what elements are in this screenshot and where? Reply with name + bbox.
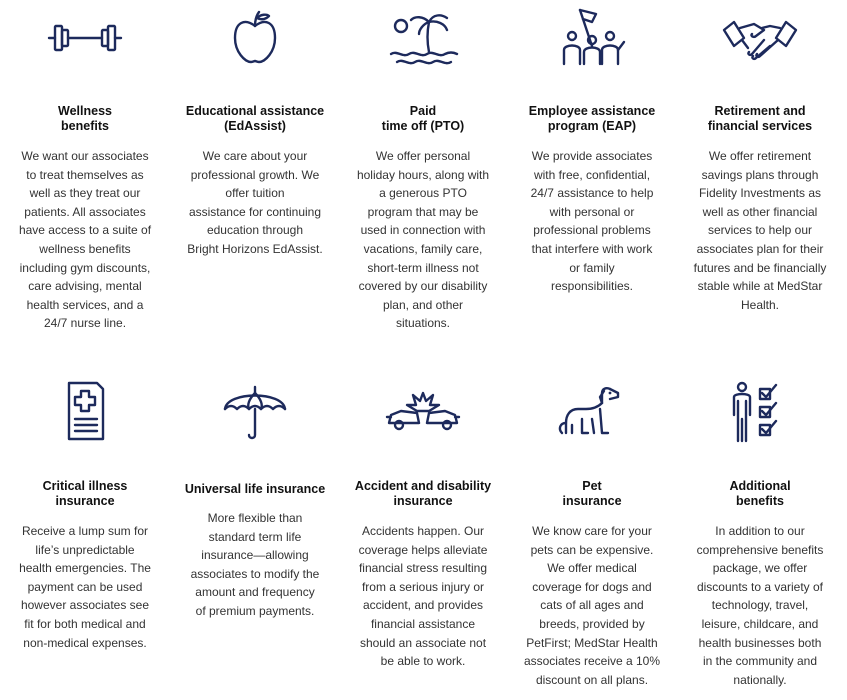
benefit-description: More flexible than standard term life insurance—allowing associates to modify the amount and frequency of premium payments. [190,511,320,618]
benefit-description: Receive a lump sum for life’s unpredictable health emergencies. The payment can be used however associates see fit for both medical and non-medical expenses. [19,524,151,650]
benefit-title: Critical illness insurance [42,479,128,508]
benefit-description: We offer personal holiday hours, along with a generous PTO program that may be used in connection with vacations, family care, short-term illness not covered by our disability plan, and other situations. [356,149,490,331]
benefit-description: Accidents happen. Our coverage helps alleviate financial stress resulting from a serious injury or accident, and provides financial assistance should an associate not be able to work. [358,524,488,669]
umbrella-icon [215,379,295,443]
medical-document-icon [45,379,125,443]
benefit-title: Additional benefits [729,479,791,508]
benefit-title: Wellness benefits [58,104,112,133]
benefit-description: In addition to our comprehensive benefits package, we offer discounts to a variety of technology, travel, leisure, childcare, and health businesses both in the community and nationally. [696,524,824,687]
dumbbell-icon [45,6,125,70]
car-crash-icon [383,379,463,443]
benefit-description: We know care for your pets can be expensive. We offer medical coverage for dogs and cats of all ages and breeds, provided by PetFirst; MedStar Health associates receive a 10% discount on all plans. [523,524,661,687]
palm-tree-icon [383,6,463,70]
benefit-title: Universal life insurance [184,482,326,496]
benefit-title: Educational assistance (EdAssist) [185,104,325,133]
benefit-description: We care about your professional growth. We offer tuition assistance for continuing education through Bright Horizons EdAssist. [187,149,323,256]
benefit-title: Employee assistance program (EAP) [528,104,656,133]
dog-icon [552,379,632,443]
benefit-description: We want our associates to treat themselves as well as they treat our patients. All associates have access to a suite of wellness benefits including gym discounts, care advising, mental health services, and a 24/7 nurse line. [18,149,152,331]
benefit-description: We offer retirement savings plans through Fidelity Investments as well as other financial services to help our associates plan for their futures and be financially stable while at MedStar Health. [693,149,827,312]
benefit-title: Paid time off (PTO) [381,104,465,133]
benefit-description: We provide associates with free, confidential, 24/7 assistance to help with personal or professional problems that interfere with work or family responsibilities. [530,149,654,294]
benefit-title: Accident and disability insurance [354,479,492,508]
team-flag-icon [552,6,632,70]
benefit-title: Retirement and financial services [707,104,813,133]
handshake-icon [720,6,800,70]
apple-icon [215,6,295,70]
person-checklist-icon [720,379,800,443]
benefit-title: Pet insurance [562,479,622,508]
